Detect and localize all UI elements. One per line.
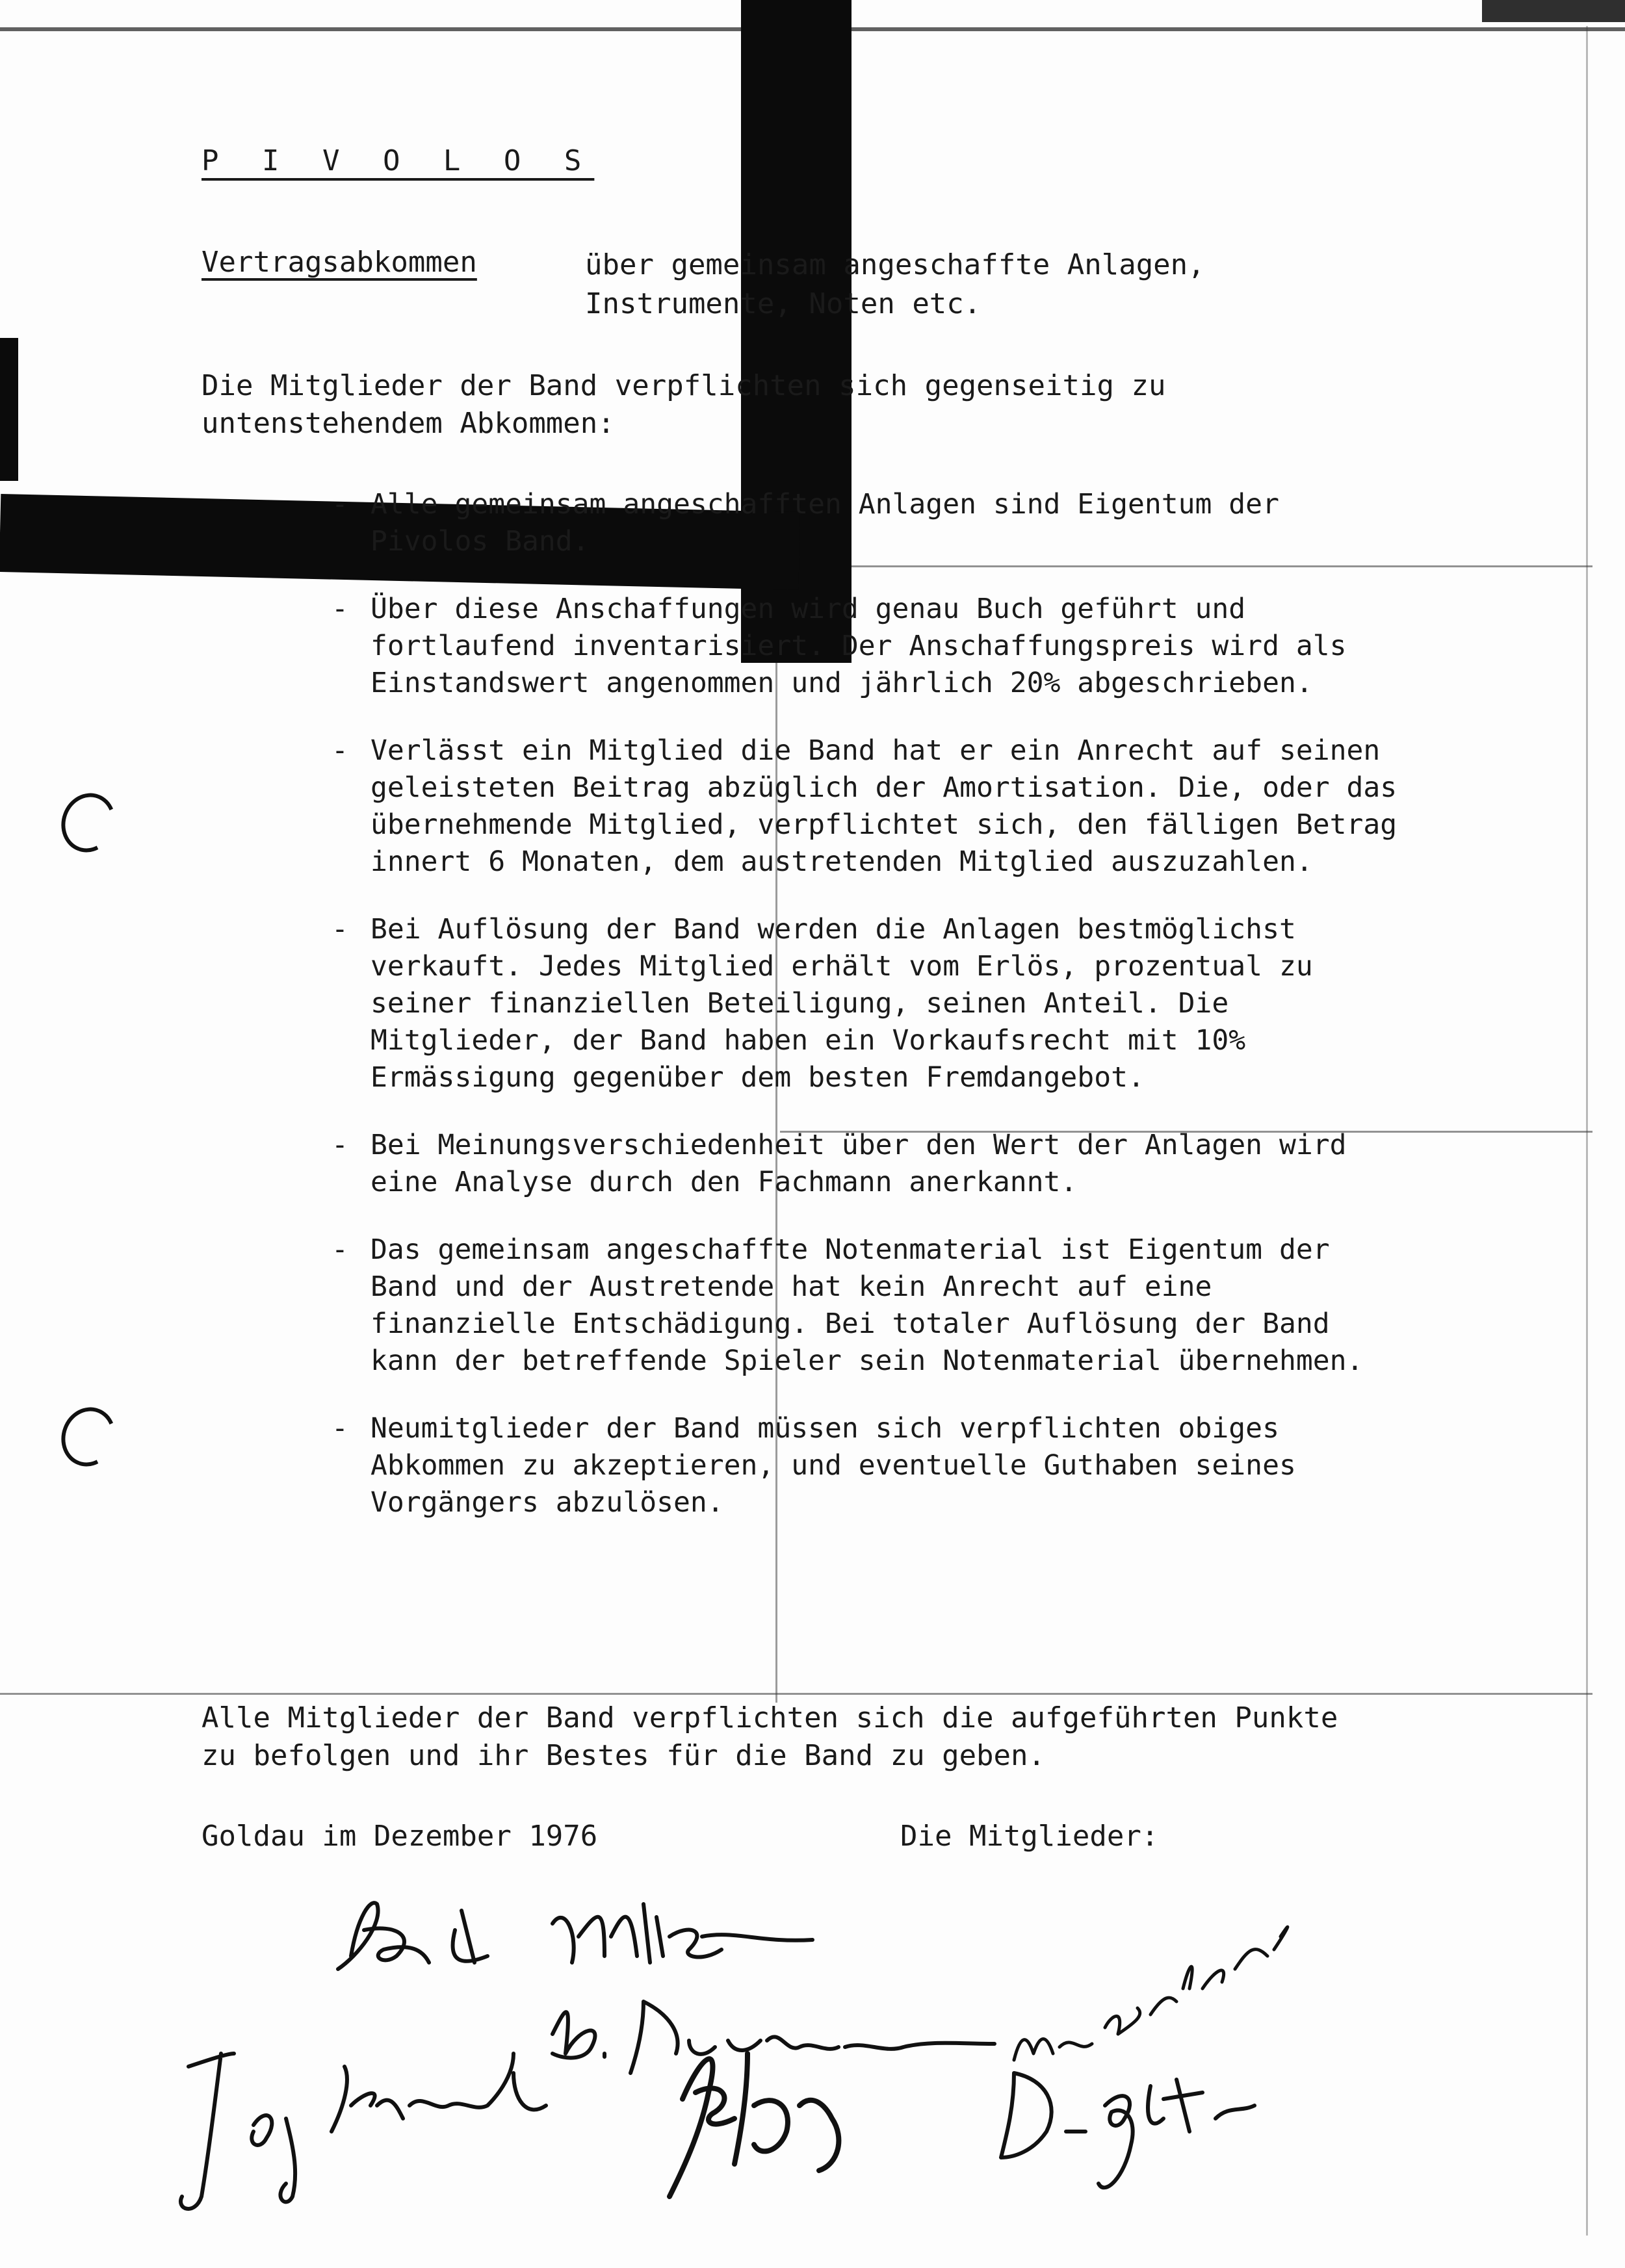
signature-5 (670, 2054, 838, 2197)
shadow-top-right (1482, 0, 1625, 22)
bullet-dash: - (332, 1129, 348, 1161)
bullet-dash: - (332, 488, 348, 521)
clause-item (332, 1127, 1398, 1201)
closing-statement: Alle Mitglieder der Band verpflichten sich die aufgeführten Punkte zu befolgen und ihr Bestes für die Band zu geben. (202, 1701, 1338, 1772)
signature-4 (181, 2054, 546, 2209)
signature-3 (1014, 1927, 1288, 2060)
signature-1 (338, 1903, 812, 1969)
clause-list (332, 486, 1398, 1552)
bullet-dash: - (332, 593, 348, 625)
clause-text: Alle gemeinsam angeschafften Anlagen sind Eigentum der Pivolos Band. (370, 488, 1279, 558)
clause-text: Das gemeinsam angeschaffte Notenmaterial ist Eigentum der Band und der Austretende hat kein Anrecht auf eine finanzielle Entschädigung. Bei totaler Auflösung der Band kann der betreffende Spieler sein Notenmaterial übernehmen. (370, 1233, 1364, 1377)
heading-subject: über gemeinsam angeschaffte Anlagen, Instrumente, Noten etc. (585, 248, 1205, 320)
clause-item (332, 591, 1398, 702)
clause-item (332, 1231, 1398, 1380)
place-and-date: Goldau im Dezember 1976 (202, 1820, 598, 1853)
heading-label: Vertragsabkommen (202, 246, 477, 279)
clause-item (332, 486, 1398, 560)
signature-6 (1001, 2073, 1254, 2187)
clause-item (332, 911, 1398, 1096)
band-title: P I V O L O S (202, 144, 595, 177)
clause-item (332, 732, 1398, 881)
clause-text: Verlässt ein Mitglied die Band hat er ein Anrecht auf seinen geleisteten Beitrag abzüglich der Amortisation. Die, oder das übernehmende Mitglied, verpflichtet sich, den fälligen Betrag innert 6 Monaten, dem austretenden Mitglied auszuzahlen. (370, 734, 1398, 878)
page-edge-right (1586, 26, 1588, 2236)
clause-text: Bei Auflösung der Band werden die Anlagen bestmöglichst verkauft. Jedes Mitglied erhält vom Erlös, prozentual zu seiner finanziellen Beteiligung, seinen Anteil. Die Mitglieder, der Band haben ein Vorkaufsrecht mit 10% Ermässigung gegenüber dem besten Fremdangebot. (370, 913, 1313, 1094)
bullet-dash: - (332, 1233, 348, 1266)
clause-text: Bei Meinungsverschiedenheit über den Wert der Anlagen wird eine Analyse durch den Fachmann anerkannt. (370, 1129, 1347, 1198)
punch-hole-bottom (53, 1400, 124, 1474)
punch-hole-top (53, 786, 124, 860)
redaction-bar-left-edge (0, 338, 18, 481)
signature-2 (552, 2002, 994, 2073)
signature-block (150, 1859, 1384, 2223)
handwritten-signatures (150, 1859, 1384, 2223)
members-label: Die Mitglieder: (900, 1820, 1159, 1853)
bullet-dash: - (332, 913, 348, 946)
clause-text: Neumitglieder der Band müssen sich verpflichten obiges Abkommen zu akzeptieren, und eventuelle Guthaben seines Vorgängers abzulösen. (370, 1412, 1296, 1519)
bullet-dash: - (332, 1412, 348, 1445)
clause-item (332, 1410, 1398, 1521)
fold-line-bottom (0, 1693, 1592, 1695)
clause-text: Über diese Anschaffungen wird genau Buch geführt und fortlaufend inventarisiert. Der Anschaffungspreis wird als Einstandswert angenommen und jährlich 20% abgeschrieben. (370, 593, 1347, 699)
intro-paragraph: Die Mitglieder der Band verpflichten sich gegenseitig zu untenstehendem Abkommen: (202, 369, 1166, 440)
bullet-dash: - (332, 734, 348, 767)
